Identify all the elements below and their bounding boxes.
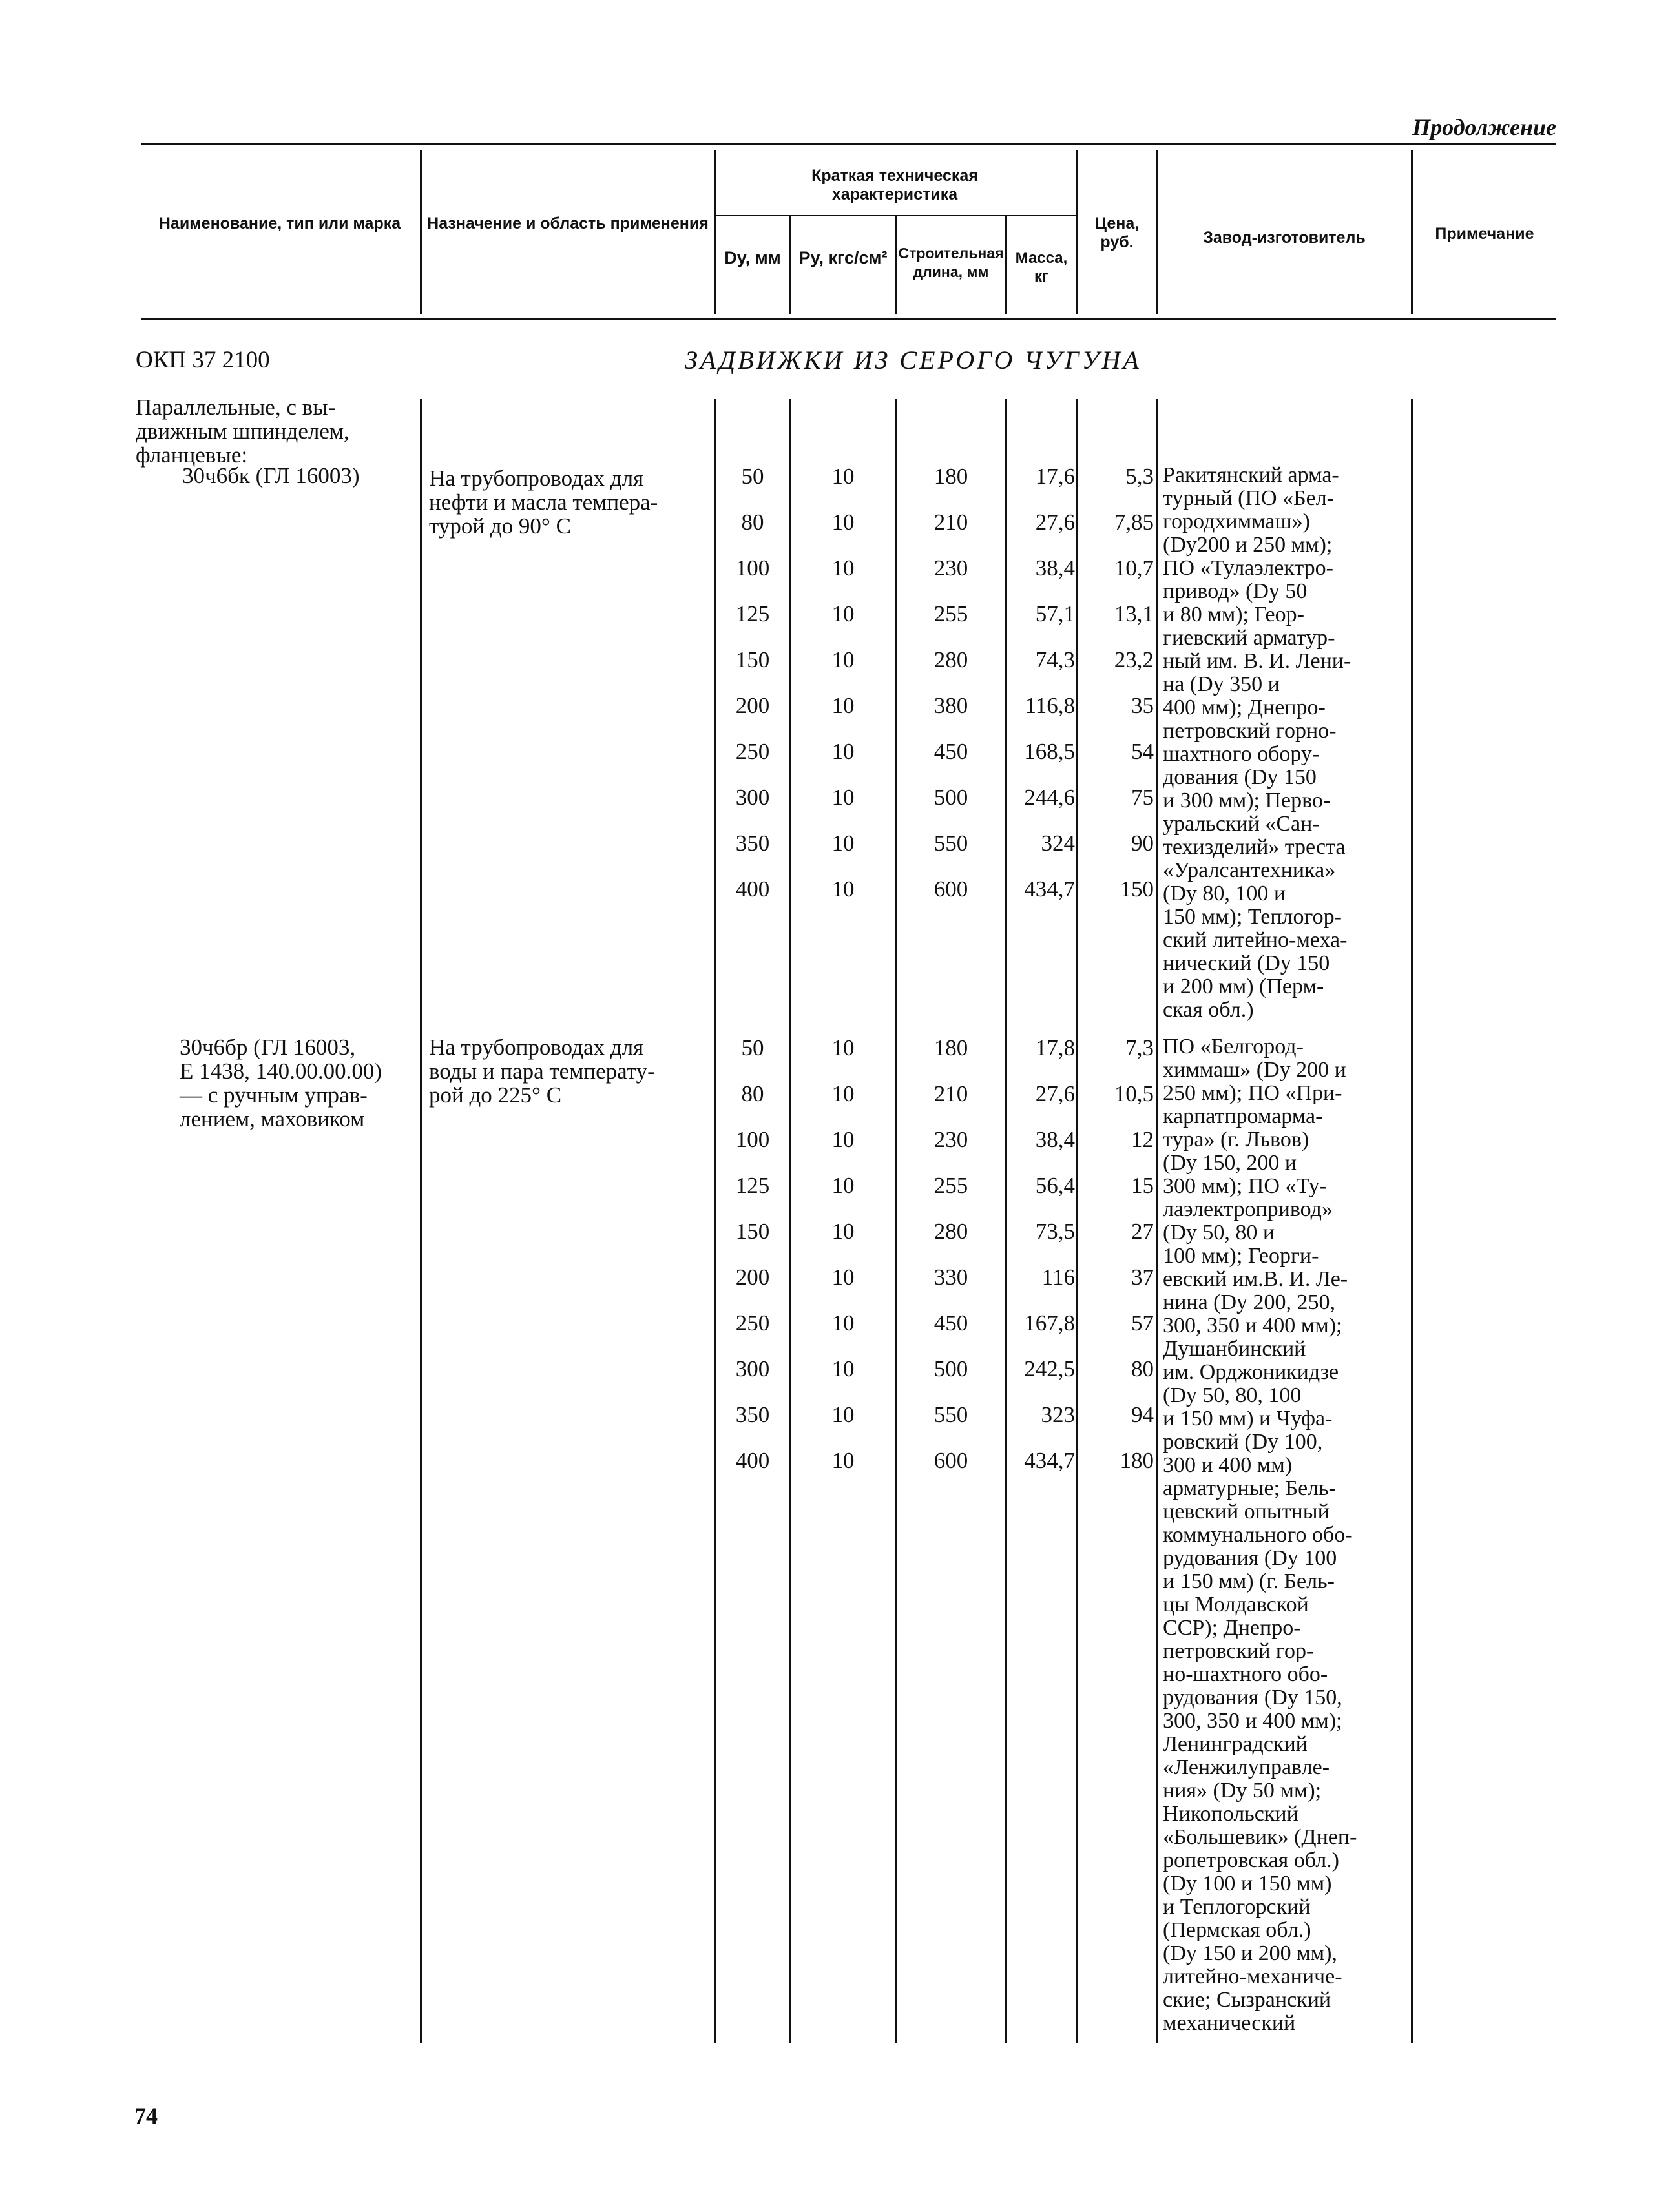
manufacturer-line: и Теплогорский bbox=[1163, 1895, 1311, 1919]
manufacturer-line: ский литейно-меха- bbox=[1163, 928, 1348, 952]
cell-py: 10 bbox=[831, 1448, 855, 1473]
manufacturer-line: ССР); Днепро- bbox=[1163, 1616, 1301, 1640]
group1-name-intro bbox=[136, 395, 419, 467]
cell-dy: 100 bbox=[735, 555, 770, 581]
manufacturer-line: арматурные; Бель- bbox=[1163, 1476, 1336, 1500]
manufacturer-line: 250 мм); ПО «При- bbox=[1163, 1081, 1342, 1105]
body-sep bbox=[789, 399, 791, 2043]
manufacturer-line: ровский (Dу 100, bbox=[1163, 1430, 1323, 1454]
manufacturer-line: лаэлектропривод» bbox=[1163, 1197, 1333, 1221]
manufacturer-line: и 150 мм) (г. Бель- bbox=[1163, 1569, 1335, 1593]
group1-name: 30ч6бк (ГЛ 16003) bbox=[182, 463, 360, 488]
manufacturer-line: уральский «Сан- bbox=[1163, 812, 1320, 836]
cell-mass: 57,1 bbox=[1035, 601, 1075, 626]
cell-py: 10 bbox=[831, 1173, 855, 1198]
cell-mass: 167,8 bbox=[1024, 1310, 1075, 1336]
cell-py: 10 bbox=[831, 785, 855, 810]
manufacturer-line: дования (Dу 150 bbox=[1163, 765, 1317, 789]
cell-price: 7,3 bbox=[1125, 1035, 1154, 1060]
section-code: ОКП 37 2100 bbox=[136, 347, 270, 373]
manufacturer-line: нический (Dу 150 bbox=[1163, 951, 1330, 975]
purpose-line: нефти и масла темпера- bbox=[429, 490, 658, 515]
purpose-line: воды и пара температу- bbox=[429, 1059, 655, 1084]
cell-price: 27 bbox=[1131, 1219, 1154, 1244]
manufacturer-line: 300 мм); ПО «Ту- bbox=[1163, 1174, 1327, 1198]
manufacturer-line: 100 мм); Георги- bbox=[1163, 1244, 1319, 1268]
cell-length: 230 bbox=[933, 555, 968, 581]
manufacturer-line: петровский горно- bbox=[1163, 719, 1337, 743]
manufacturer-line: и 300 мм); Перво- bbox=[1163, 789, 1331, 812]
cell-dy: 200 bbox=[735, 693, 770, 718]
manufacturer-line: «Большевик» (Днеп- bbox=[1163, 1825, 1357, 1849]
cell-mass: 56,4 bbox=[1035, 1173, 1075, 1198]
manufacturer-line: цевский опытный bbox=[1163, 1500, 1330, 1524]
header-sep bbox=[895, 216, 897, 314]
manufacturer-line: рудования (Dу 150, bbox=[1163, 1686, 1342, 1710]
cell-length: 280 bbox=[933, 1219, 968, 1244]
cell-length: 450 bbox=[933, 739, 968, 764]
col-tech-header: Краткая техническая характеристика bbox=[811, 167, 978, 203]
col-mass-header: Масса, кг bbox=[1015, 249, 1068, 285]
cell-mass: 116 bbox=[1041, 1265, 1075, 1290]
cell-length: 180 bbox=[933, 464, 968, 489]
group2-name-line: 30ч6бр (ГЛ 16003, bbox=[180, 1035, 356, 1060]
cell-price: 150 bbox=[1120, 876, 1154, 902]
cell-dy: 250 bbox=[735, 1310, 770, 1336]
manufacturer-line: 300, 350 и 400 мм); bbox=[1163, 1709, 1342, 1733]
manufacturer-line: 300, 350 и 400 мм); bbox=[1163, 1314, 1342, 1338]
cell-dy: 300 bbox=[735, 1356, 770, 1381]
cell-length: 180 bbox=[933, 1035, 968, 1060]
header-sep bbox=[789, 216, 791, 314]
group2-name-line: — с ручным управ- bbox=[180, 1082, 368, 1108]
cell-price: 5,3 bbox=[1125, 464, 1154, 489]
manufacturer-line: (Dу 100 и 150 мм) bbox=[1163, 1872, 1332, 1896]
manufacturer-line: Ленинградский bbox=[1163, 1732, 1308, 1756]
manufacturer-line: тура» (г. Львов) bbox=[1163, 1128, 1309, 1152]
manufacturer-line: петровский гор- bbox=[1163, 1639, 1314, 1663]
group1-intro-line: фланцевые: bbox=[136, 442, 248, 468]
cell-py: 10 bbox=[831, 647, 855, 672]
header-top-rule bbox=[141, 143, 1556, 145]
cell-py: 10 bbox=[831, 510, 855, 535]
cell-dy: 80 bbox=[741, 1081, 764, 1106]
cell-price: 7,85 bbox=[1114, 510, 1154, 535]
cell-price: 54 bbox=[1131, 739, 1154, 764]
cell-length: 600 bbox=[933, 876, 968, 902]
cell-price: 10,5 bbox=[1114, 1081, 1154, 1106]
cell-price: 37 bbox=[1131, 1265, 1154, 1290]
cell-mass: 116,8 bbox=[1025, 693, 1075, 718]
manufacturer-line: городхиммаш») bbox=[1163, 510, 1311, 533]
manufacturer-line: (Dу 80, 100 и bbox=[1163, 882, 1286, 905]
cell-py: 10 bbox=[831, 1356, 855, 1381]
cell-mass: 38,4 bbox=[1035, 555, 1075, 581]
purpose-line: турой до 90° С bbox=[429, 513, 571, 539]
cell-price: 10,7 bbox=[1114, 555, 1154, 581]
manufacturer-line: (Dу 50, 80, 100 bbox=[1163, 1383, 1302, 1407]
cell-py: 10 bbox=[831, 464, 855, 489]
header-sep bbox=[714, 150, 716, 314]
cell-price: 90 bbox=[1131, 831, 1154, 856]
group1-intro-line: Параллельные, с вы- bbox=[136, 395, 336, 420]
manufacturer-line: им. Орджоникидзе bbox=[1163, 1360, 1339, 1384]
cell-py: 10 bbox=[831, 693, 855, 718]
cell-dy: 300 bbox=[735, 785, 770, 810]
manufacturer-line: механический bbox=[1163, 2011, 1296, 2035]
col-py-header: Pу, кгс/см² bbox=[798, 248, 888, 267]
group2-name-line: Е 1438, 140.00.00.00) bbox=[180, 1059, 382, 1084]
header-sep bbox=[1005, 216, 1007, 314]
cell-price: 13,1 bbox=[1114, 601, 1154, 626]
cell-dy: 400 bbox=[735, 1448, 770, 1473]
cell-price: 94 bbox=[1131, 1402, 1154, 1427]
section-title: ЗАДВИЖКИ ИЗ СЕРОГО ЧУГУНА bbox=[685, 346, 1142, 375]
cell-py: 10 bbox=[831, 1035, 855, 1060]
manufacturer-line: и 150 мм) и Чуфа- bbox=[1163, 1407, 1333, 1431]
cell-mass: 168,5 bbox=[1024, 739, 1075, 764]
cell-mass: 74,3 bbox=[1035, 647, 1075, 672]
cell-length: 600 bbox=[933, 1448, 968, 1473]
manufacturer-line: (Пермская обл.) bbox=[1163, 1918, 1311, 1942]
cell-mass: 244,6 bbox=[1024, 785, 1075, 810]
manufacturer-line: цы Молдавской bbox=[1163, 1593, 1309, 1617]
manufacturer-line: 300 и 400 мм) bbox=[1163, 1453, 1293, 1477]
cell-mass: 27,6 bbox=[1035, 510, 1075, 535]
group2-name-line: лением, маховиком bbox=[180, 1106, 365, 1132]
cell-dy: 350 bbox=[735, 831, 770, 856]
cell-mass: 27,6 bbox=[1035, 1081, 1075, 1106]
manufacturer-line: Ракитянский арма- bbox=[1163, 463, 1339, 487]
cell-dy: 125 bbox=[735, 1173, 770, 1198]
col-length-header: Строительная длина, мм bbox=[898, 245, 1004, 280]
manufacturer-line: ния» (Dу 50 мм); bbox=[1163, 1779, 1322, 1803]
manufacturer-line: Никопольский bbox=[1163, 1802, 1298, 1826]
manufacturer-line: ный им. В. И. Лени- bbox=[1163, 649, 1351, 673]
manufacturer-line: евский им.В. И. Ле- bbox=[1163, 1267, 1348, 1291]
cell-length: 500 bbox=[933, 785, 968, 810]
body-sep bbox=[420, 399, 422, 2043]
manufacturer-line: «Ленжилуправле- bbox=[1163, 1755, 1330, 1779]
manufacturer-line: рудования (Dу 100 bbox=[1163, 1546, 1337, 1570]
cell-length: 450 bbox=[933, 1310, 968, 1336]
manufacturer-line: 150 мм); Теплогор- bbox=[1163, 905, 1342, 929]
cell-mass: 324 bbox=[1041, 831, 1075, 856]
cell-price: 75 bbox=[1131, 785, 1154, 810]
cell-mass: 242,5 bbox=[1024, 1356, 1075, 1381]
header-bottom-rule bbox=[141, 318, 1556, 320]
body-sep bbox=[895, 399, 897, 2043]
cell-price: 57 bbox=[1131, 1310, 1154, 1336]
cell-length: 500 bbox=[933, 1356, 968, 1381]
manufacturer-line: ская обл.) bbox=[1163, 998, 1254, 1022]
manufacturer-line: коммунального обо- bbox=[1163, 1523, 1353, 1547]
cell-length: 330 bbox=[933, 1265, 968, 1290]
cell-dy: 150 bbox=[735, 647, 770, 672]
cell-dy: 350 bbox=[735, 1402, 770, 1427]
page-number: 74 bbox=[134, 2103, 158, 2129]
manufacturer-line: и 80 мм); Геор- bbox=[1163, 603, 1304, 626]
cell-length: 255 bbox=[933, 601, 968, 626]
group2-name bbox=[180, 1035, 420, 1131]
cell-dy: 125 bbox=[735, 601, 770, 626]
manufacturer-line: привод» (Dу 50 bbox=[1163, 579, 1308, 603]
cell-price: 80 bbox=[1131, 1356, 1154, 1381]
cell-length: 280 bbox=[933, 647, 968, 672]
cell-py: 10 bbox=[831, 1310, 855, 1336]
manufacturer-line: ПО «Тулаэлектро- bbox=[1163, 556, 1333, 580]
purpose-line: На трубопроводах для bbox=[429, 1035, 644, 1060]
cell-dy: 80 bbox=[741, 510, 764, 535]
body-sep bbox=[1411, 399, 1413, 2043]
body-sep bbox=[1076, 399, 1078, 2043]
group2-manufacturer bbox=[1163, 1035, 1408, 2035]
cell-mass: 434,7 bbox=[1024, 1448, 1075, 1473]
cell-py: 10 bbox=[831, 876, 855, 902]
cell-mass: 434,7 bbox=[1024, 876, 1075, 902]
manufacturer-line: «Уралсантехника» bbox=[1163, 858, 1336, 882]
cell-length: 210 bbox=[933, 510, 968, 535]
col-note-header: Примечание bbox=[1435, 225, 1534, 243]
manufacturer-line: Душанбинский bbox=[1163, 1337, 1306, 1361]
manufacturer-line: (Dу 150, 200 и bbox=[1163, 1151, 1297, 1175]
body-sep bbox=[714, 399, 716, 2043]
manufacturer-line: ропетровская обл.) bbox=[1163, 1848, 1339, 1872]
cell-py: 10 bbox=[831, 1265, 855, 1290]
body-sep bbox=[1005, 399, 1007, 2043]
cell-py: 10 bbox=[831, 601, 855, 626]
manufacturer-line: 400 мм); Днепро- bbox=[1163, 696, 1326, 719]
cell-length: 550 bbox=[933, 831, 968, 856]
cell-py: 10 bbox=[831, 831, 855, 856]
cell-length: 230 bbox=[933, 1127, 968, 1152]
cell-dy: 50 bbox=[741, 1035, 764, 1060]
cell-length: 380 bbox=[933, 693, 968, 718]
cell-dy: 400 bbox=[735, 876, 770, 902]
cell-dy: 150 bbox=[735, 1219, 770, 1244]
header-sep bbox=[1411, 150, 1413, 314]
cell-py: 10 bbox=[831, 1402, 855, 1427]
cell-price: 15 bbox=[1131, 1173, 1154, 1198]
manufacturer-line: но-шахтного обо- bbox=[1163, 1662, 1328, 1686]
cell-mass: 73,5 bbox=[1035, 1219, 1075, 1244]
cell-py: 10 bbox=[831, 1219, 855, 1244]
cell-length: 210 bbox=[933, 1081, 968, 1106]
manufacturer-line: (Dу 150 и 200 мм), bbox=[1163, 1941, 1337, 1965]
cell-dy: 250 bbox=[735, 739, 770, 764]
cell-price: 12 bbox=[1131, 1127, 1154, 1152]
group1-purpose bbox=[429, 466, 713, 538]
continuation-label: Продолжение bbox=[1412, 114, 1556, 140]
header-sep bbox=[1156, 150, 1158, 314]
manufacturer-line: шахтного обору- bbox=[1163, 742, 1320, 766]
cell-price: 35 bbox=[1131, 693, 1154, 718]
cell-mass: 17,8 bbox=[1035, 1035, 1075, 1060]
group1-manufacturer bbox=[1163, 464, 1408, 1022]
cell-py: 10 bbox=[831, 1081, 855, 1106]
cell-dy: 100 bbox=[735, 1127, 770, 1152]
manufacturer-line: турный (ПО «Бел- bbox=[1163, 486, 1334, 510]
col-purpose-header: Назначение и область применения bbox=[427, 214, 709, 233]
cell-price: 23,2 bbox=[1114, 647, 1154, 672]
body-sep bbox=[1156, 399, 1158, 2043]
cell-py: 10 bbox=[831, 1127, 855, 1152]
header-sep bbox=[1076, 150, 1078, 314]
cell-dy: 50 bbox=[741, 464, 764, 489]
manufacturer-line: и 200 мм) (Перм- bbox=[1163, 975, 1324, 998]
manufacturer-line: ские; Сызранский bbox=[1163, 1988, 1331, 2012]
cell-dy: 200 bbox=[735, 1265, 770, 1290]
cell-length: 255 bbox=[933, 1173, 968, 1198]
cell-mass: 38,4 bbox=[1035, 1127, 1075, 1152]
cell-mass: 323 bbox=[1041, 1402, 1075, 1427]
cell-price: 180 bbox=[1120, 1448, 1154, 1473]
header-sep bbox=[420, 150, 422, 314]
col-name-header: Наименование, тип или марка bbox=[158, 214, 401, 233]
manufacturer-line: на (Dу 350 и bbox=[1163, 672, 1280, 696]
manufacturer-line: литейно-механиче- bbox=[1163, 1965, 1342, 1989]
group1-intro-line: движным шпинделем, bbox=[136, 419, 349, 444]
purpose-line: рой до 225° С bbox=[429, 1082, 562, 1108]
cell-py: 10 bbox=[831, 555, 855, 581]
manufacturer-line: (Dу 50, 80 и bbox=[1163, 1221, 1275, 1245]
manufacturer-line: техизделий» треста bbox=[1163, 835, 1346, 859]
col-price-header: Цена, руб. bbox=[1094, 214, 1140, 251]
cell-py: 10 bbox=[831, 739, 855, 764]
col-dy-header: Dу, мм bbox=[724, 248, 781, 267]
col-manufacturer-header: Завод-изготовитель bbox=[1203, 229, 1366, 247]
cell-length: 550 bbox=[933, 1402, 968, 1427]
manufacturer-line: гиевский арматур- bbox=[1163, 626, 1335, 650]
manufacturer-line: (Dу200 и 250 мм); bbox=[1163, 533, 1333, 557]
manufacturer-line: нина (Dу 200, 250, bbox=[1163, 1290, 1336, 1314]
manufacturer-line: химмаш» (Dу 200 и bbox=[1163, 1058, 1346, 1082]
group2-purpose bbox=[429, 1035, 713, 1107]
cell-mass: 17,6 bbox=[1035, 464, 1075, 489]
manufacturer-line: ПО «Белгород- bbox=[1163, 1035, 1304, 1059]
purpose-line: На трубопроводах для bbox=[429, 466, 644, 491]
manufacturer-line: карпатпромарма- bbox=[1163, 1104, 1323, 1128]
